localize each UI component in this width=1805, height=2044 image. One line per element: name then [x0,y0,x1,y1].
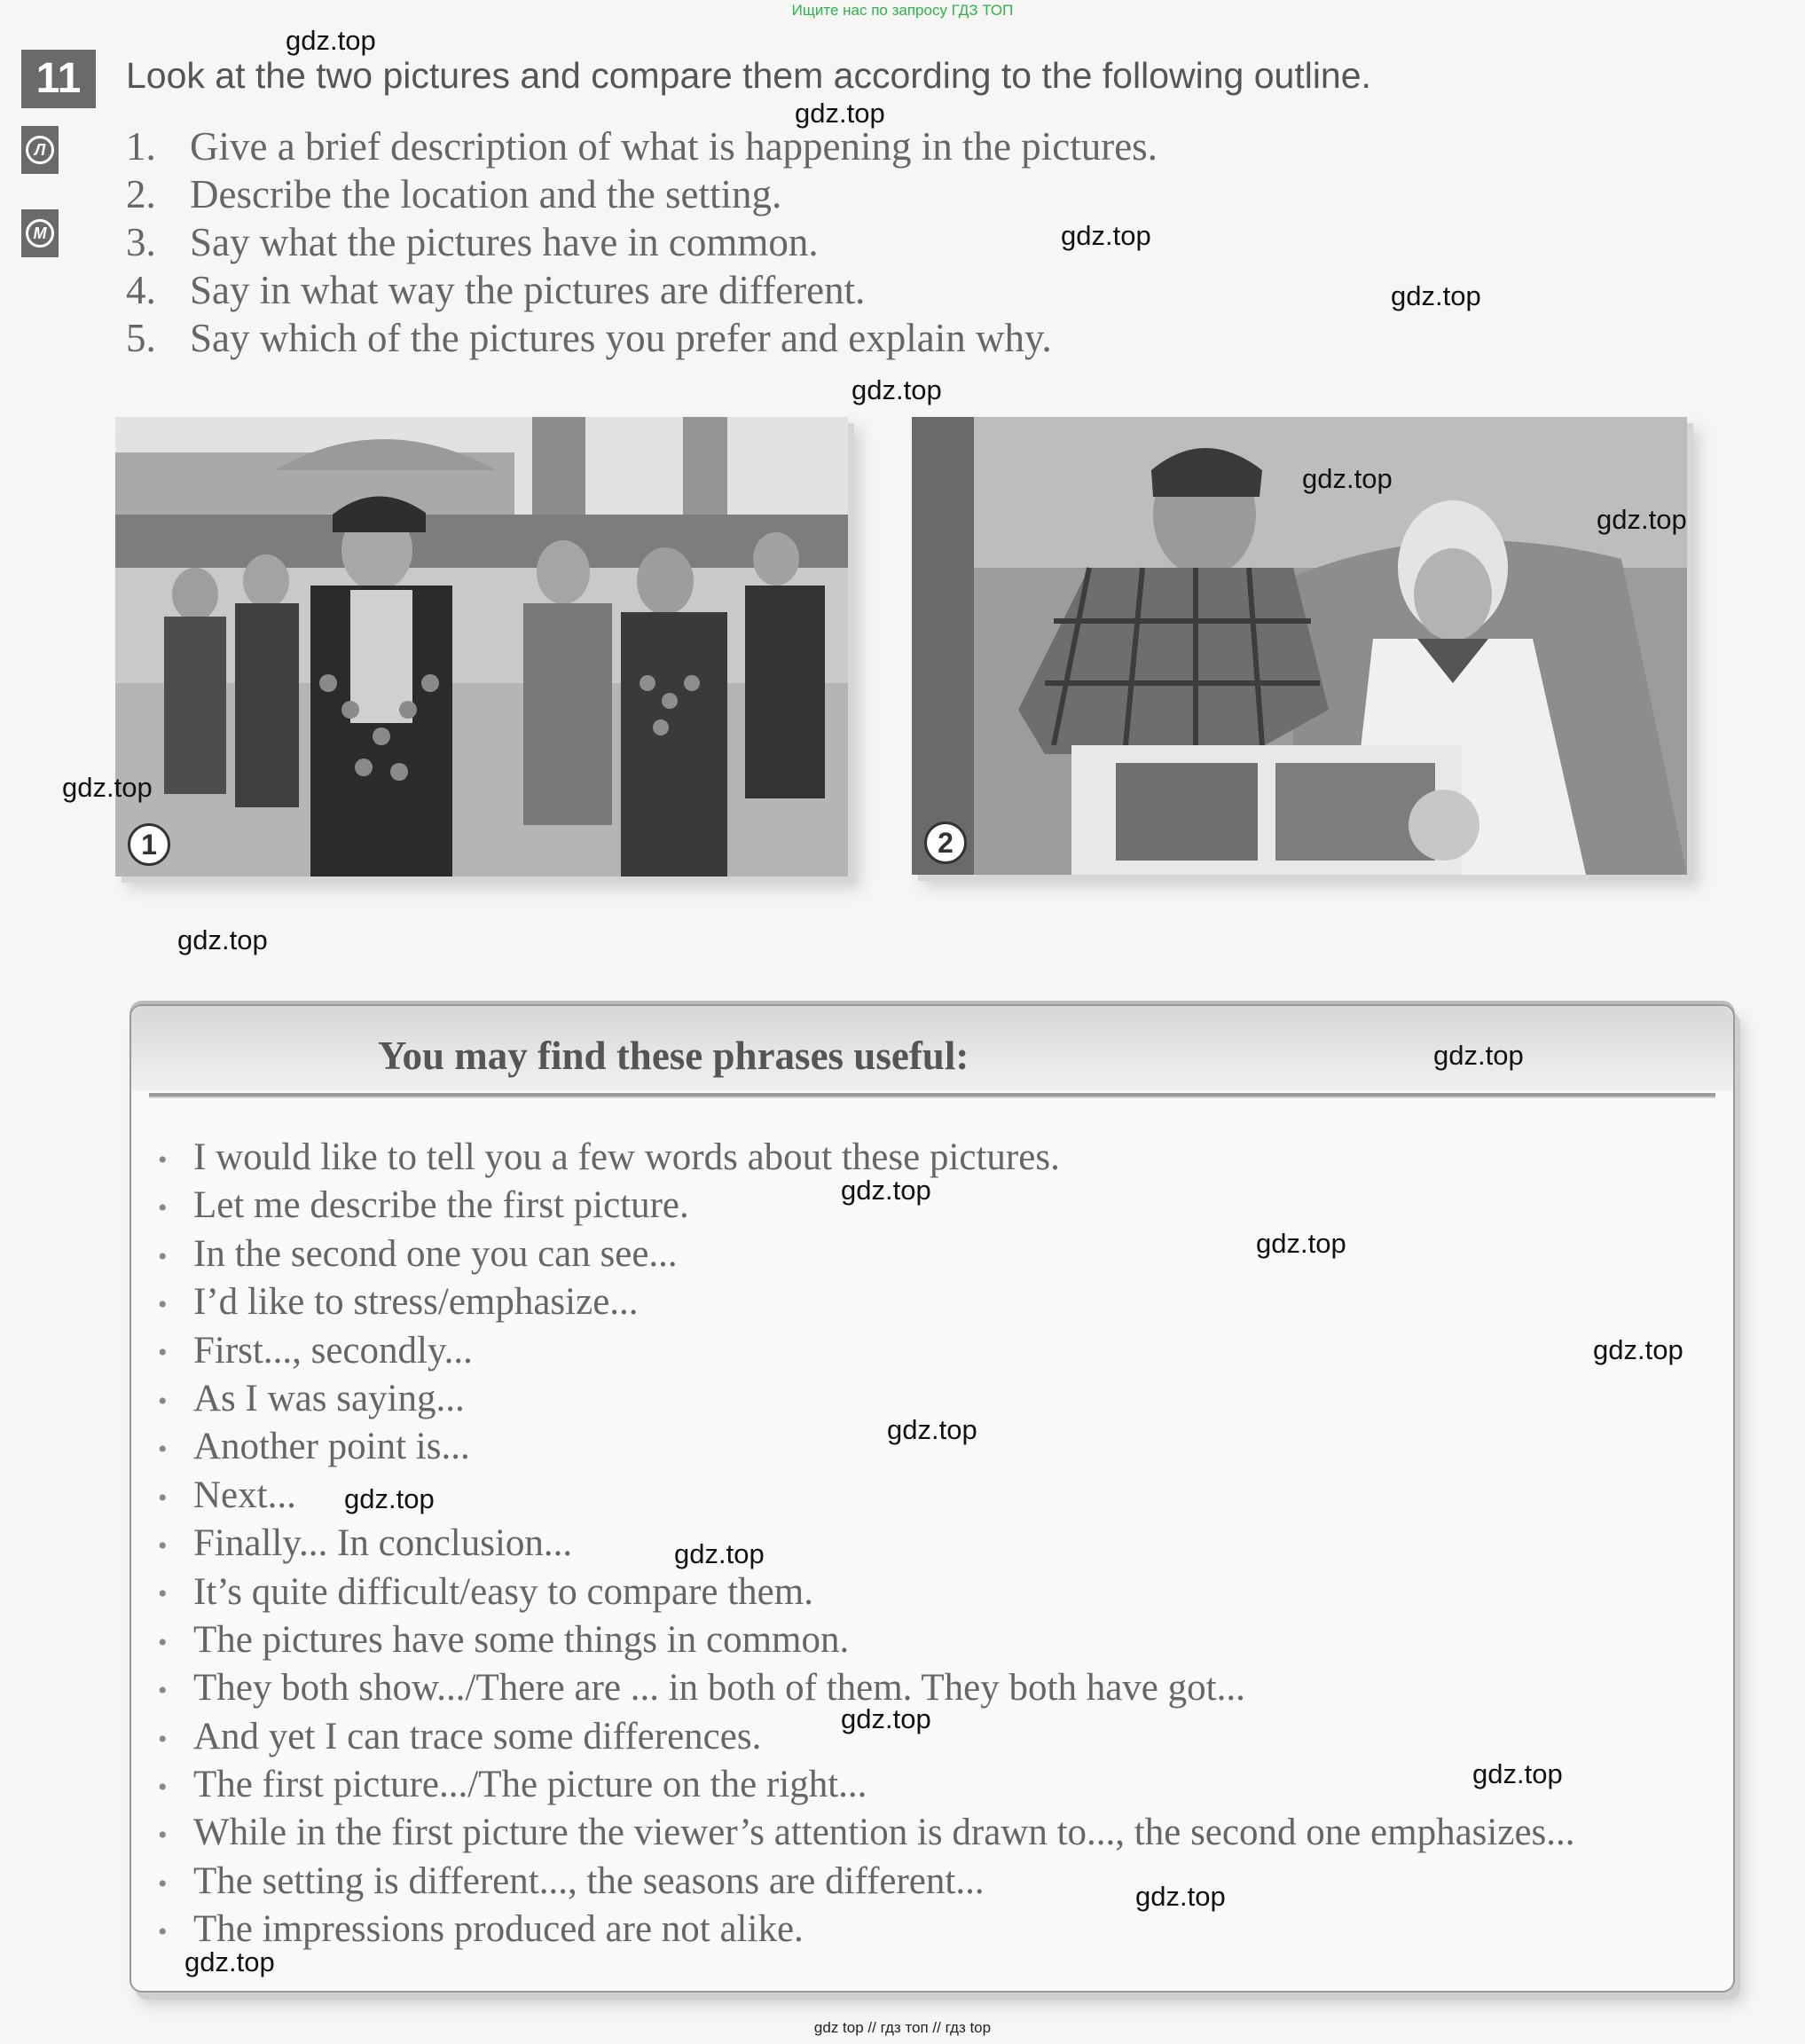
reading-badge-letter: Л [26,136,54,164]
watermark: gdz.top [344,1483,435,1514]
phrase-item: • Another point is... [158,1426,470,1468]
picture-2-badge: 2 [924,822,967,864]
outline-item: 1. Give a brief description of what is happening in the pictures. [126,124,1158,169]
outline-list [126,122,1158,362]
exercise-instruction: Look at the two pictures and compare them according to the following outline. [126,55,1371,96]
watermark: gdz.top [1597,504,1687,535]
watermark: gdz.top [841,1703,931,1734]
phrase-item: • The first picture.../The picture on the right... [158,1764,867,1806]
phrase-item: • As I was saying... [158,1377,465,1419]
watermark: gdz.top [177,924,268,955]
phrase-item: • First..., secondly... [158,1329,473,1372]
phrase-item: • Next... [158,1474,296,1516]
watermark: gdz.top [184,1946,275,1977]
watermark: gdz.top [795,98,885,129]
footer-text: gdz top // гдз топ // гдз top [813,2019,992,2036]
search-hint-link[interactable]: Ищите нас по запросу ГДЗ ТОП [791,2,1014,19]
phrase-item: • The impressions produced are not alike. [158,1908,804,1951]
header-divider [149,1093,1715,1098]
outline-item: 5. Say which of the pictures you prefer and explain why. [126,316,1052,360]
exercise-number: 11 [21,50,96,108]
watermark: gdz.top [841,1175,931,1206]
phrase-item: • In the second one you can see... [158,1232,678,1275]
watermark: gdz.top [1256,1228,1346,1259]
watermark: gdz.top [1391,280,1481,311]
phrase-item: • The setting is different..., the seasons are different... [158,1859,985,1902]
watermark: gdz.top [1061,220,1151,251]
picture-veterans-parade [115,417,848,877]
phrase-item: • Finally... In conclusion... [158,1522,573,1565]
phrase-item: • The pictures have some things in common. [158,1618,850,1661]
outline-item: 3. Say what the pictures have in common. [126,220,819,264]
phrase-item: • I’d like to stress/emphasize... [158,1281,639,1324]
outline-item: 4. Say in what way the pictures are different. [126,268,866,312]
useful-phrases-title: You may find these phrases useful: [378,1034,969,1078]
phrase-list [158,1134,1575,1954]
speaking-badge-letter: М [26,219,54,248]
watermark: gdz.top [1135,1881,1226,1912]
speaking-badge-icon [21,209,59,257]
watermark: gdz.top [1472,1758,1563,1789]
watermark: gdz.top [286,25,376,56]
phrase-item: • I would like to tell you a few words about these pictures. [158,1136,1060,1178]
reading-badge-icon [21,126,59,174]
watermark: gdz.top [62,772,153,803]
watermark: gdz.top [674,1538,765,1569]
phrase-item: • It’s quite difficult/easy to compare them. [158,1570,813,1613]
picture-family-album [912,417,1687,875]
watermark: gdz.top [1302,463,1393,494]
phrase-item: • And yet I can trace some differences. [158,1715,762,1757]
phrase-item: • Let me describe the first picture. [158,1184,689,1227]
watermark: gdz.top [1593,1334,1683,1365]
picture-1-badge: 1 [128,823,170,866]
watermark: gdz.top [851,374,942,405]
phrase-item: • While in the first picture the viewer’s attention is drawn to..., the second one emphasizes... [158,1812,1575,1854]
phrase-item: • They both show.../There are ... in both of them. They both have got... [158,1667,1245,1710]
watermark: gdz.top [1433,1040,1524,1071]
watermark: gdz.top [887,1414,977,1445]
outline-item: 2. Describe the location and the setting. [126,172,782,216]
